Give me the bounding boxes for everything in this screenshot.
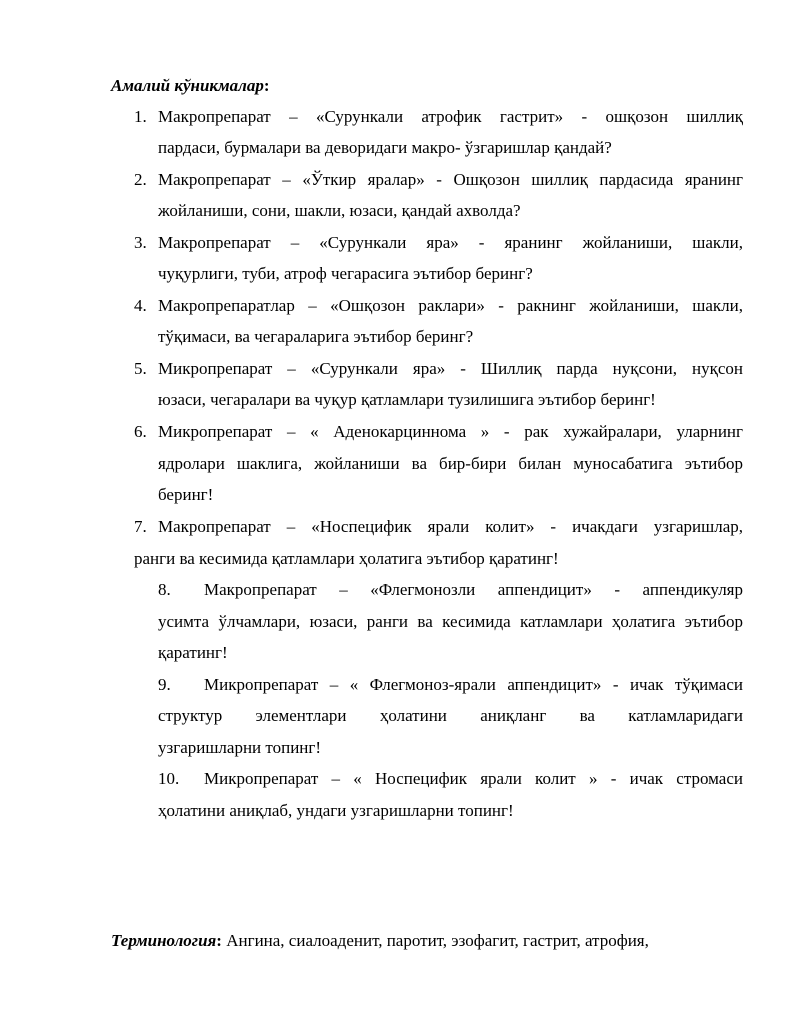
item-7-line-2: ранги ва кесимида қатламлари ҳолатига эътибор қаратинг! — [134, 549, 559, 568]
item-9-line-3: узгаришларни топинг! — [158, 738, 322, 757]
heading-colon: : — [263, 76, 270, 95]
item-4-number: 4. — [134, 296, 147, 315]
item-7-number: 7. — [134, 517, 147, 536]
item-5-line-2: юзаси, чегаралари ва чуқур қатламлари тузилишига эътибор беринг! — [158, 390, 656, 409]
terminology-text: Ангина, сиалоаденит, паротит, эзофагит, гастрит, атрофия, — [221, 931, 649, 950]
item-8-line-2: усимта ўлчамлари, юзаси, ранги ва кесимида катламлари ҳолатига эътибор — [158, 612, 743, 631]
item-1-line-2: пардаси, бурмалари ва деворидаги макро- ўзгаришлар қандай? — [158, 138, 612, 157]
item-10-number: 10. — [158, 769, 180, 788]
item-1-number: 1. — [134, 107, 147, 126]
item-5-line-1: Микропрепарат – «Сурункали яра» - Шиллиқ парда нуқсони, нуқсон — [158, 359, 743, 378]
item-6-line-2: ядролари шаклига, жойланиши ва бир-бири билан муносабатига эътибор — [158, 454, 743, 473]
item-5-number: 5. — [134, 359, 147, 378]
heading-label: Амалий кўникмалар — [111, 76, 264, 95]
item-9-line-2: структур элементлари ҳолатини аниқланг ва катламларидаги — [158, 706, 743, 725]
item-9-line-1: Микропрепарат – « Флегмоноз-ярали аппендицит» - ичак тўқимаси — [204, 675, 743, 694]
item-10-line-2: ҳолатини аниқлаб, ундаги узгаришларни топинг! — [158, 801, 514, 820]
item-8-number: 8. — [158, 580, 171, 599]
item-6-line-1: Микропрепарат – « Аденокарциннома » - рак хужайралари, уларнинг — [158, 422, 743, 441]
item-2-line-2: жойланиши, сони, шакли, юзаси, қандай ахволда? — [158, 201, 521, 220]
item-3-number: 3. — [134, 233, 147, 252]
item-10-line-1: Микропрепарат – « Носпецифик ярали колит » - ичак стромаси — [204, 769, 743, 788]
item-9-number: 9. — [158, 675, 171, 694]
item-8-line-3: қаратинг! — [158, 643, 228, 662]
item-8-line-1: Макропрепарат – «Флегмонозли аппендицит» - аппендикуляр — [204, 580, 743, 599]
item-3-line-2: чуқурлиги, туби, атроф чегарасига эътибор беринг? — [158, 264, 533, 283]
item-6-number: 6. — [134, 422, 147, 441]
item-7-line-1: Макропрепарат – «Носпецифик ярали колит» - ичакдаги узгаришлар, — [158, 517, 743, 536]
terminology-colon: : — [216, 931, 222, 950]
item-4-line-2: тўқимаси, ва чегараларига эътибор беринг? — [158, 327, 474, 346]
terminology-label: Терминология — [111, 931, 217, 950]
item-2-number: 2. — [134, 170, 147, 189]
item-4-line-1: Макропрепаратлар – «Ошқозон раклари» - ракнинг жойланиши, шакли, — [158, 296, 743, 315]
item-3-line-1: Макропрепарат – «Сурункали яра» - яранинг жойланиши, шакли, — [158, 233, 743, 252]
terminology-line — [111, 931, 649, 951]
section-heading — [111, 76, 270, 96]
item-1-line-1: Макропрепарат – «Сурункали атрофик гастрит» - ошқозон шиллиқ — [158, 107, 743, 126]
item-6-line-3: беринг! — [158, 485, 214, 504]
item-2-line-1: Макропрепарат – «Ўткир яралар» - Ошқозон шиллиқ пардасида яранинг — [158, 170, 743, 189]
